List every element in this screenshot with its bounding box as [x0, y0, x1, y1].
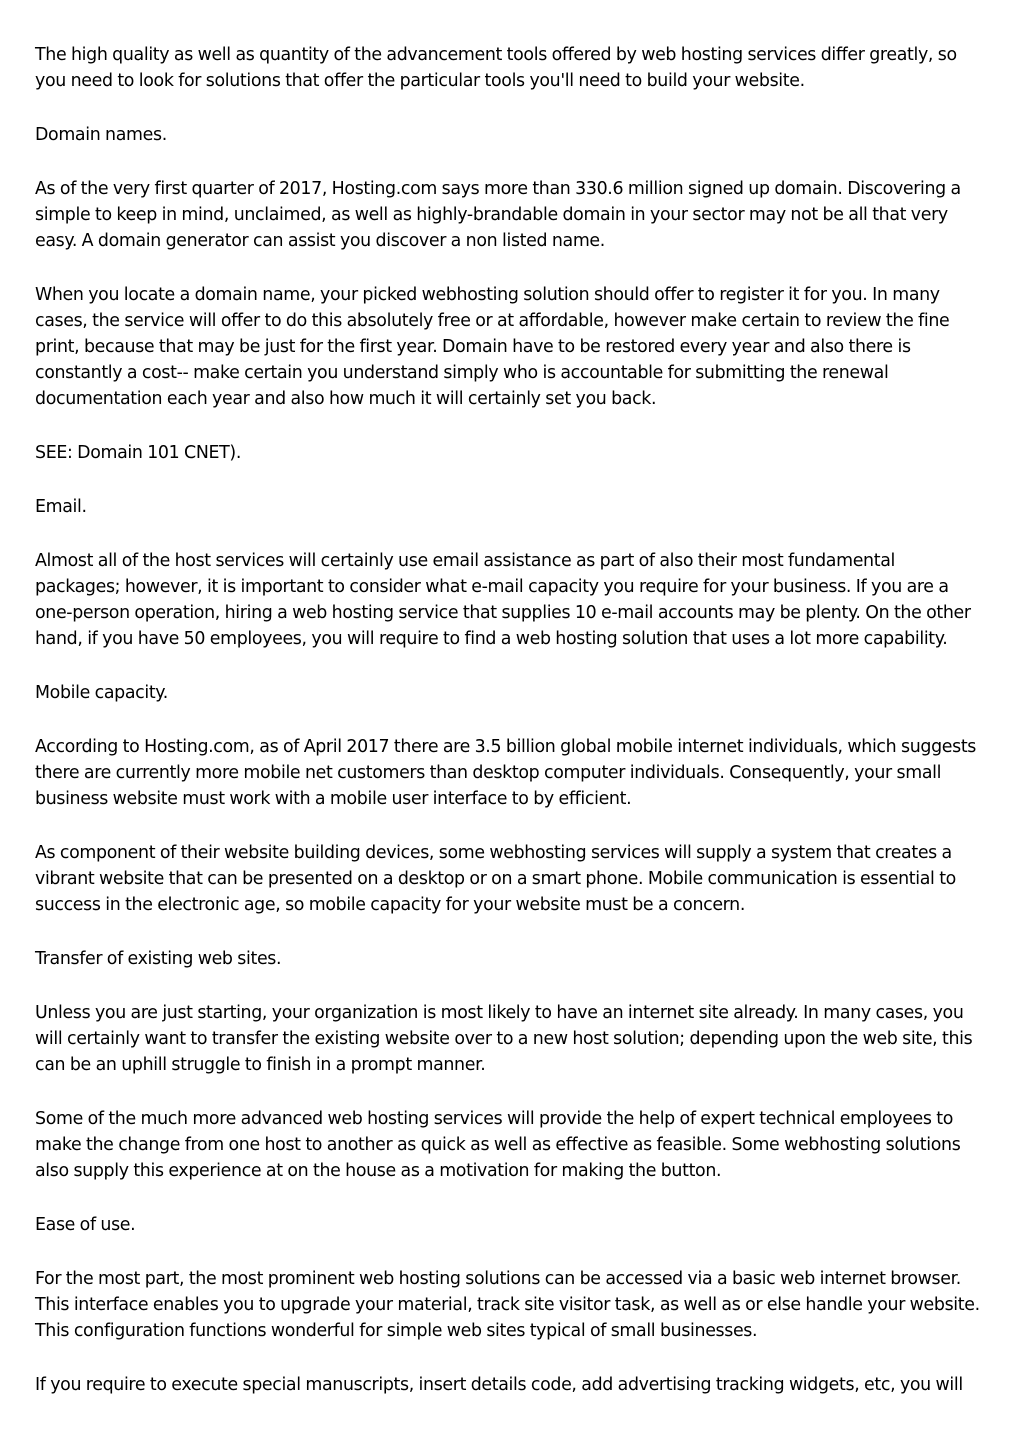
paragraph-email-capacity: Almost all of the host services will certainly use email assistance as part of also their most fundamental packages; however, it is important to consider what e-mail capacity you require for your business. If you are a one-person operation, hiring a web hosting service that supplies 10 e-mail accounts may be plenty. On the other hand, if you have 50 employees, you will require to find a web hosting solution that uses a lot more capability. — [35, 551, 971, 649]
heading-email: Email. — [35, 497, 87, 517]
heading-domain-names: Domain names. — [35, 125, 167, 145]
paragraph-domain-stats: As of the very first quarter of 2017, Hosting.com says more than 330.6 million signed up domain. Discovering a simple to keep in mind, unclaimed, as well as highly-brandable domain in your sector may not be all that very easy. A domain generator can assist you discover a non listed name. — [35, 179, 961, 251]
heading-transfer: Transfer of existing web sites. — [35, 949, 282, 969]
paragraph-transfer-existing: Unless you are just starting, your organization is most likely to have an internet site already. In many cases, you will certainly want to transfer the existing website over to a new host solution; depending upon the web site, this can be an uphill struggle to finish in a prompt manner. — [35, 1003, 973, 1075]
paragraph-mobile-stats: According to Hosting.com, as of April 2017 there are 3.5 billion global mobile internet individuals, which suggests there are currently more mobile net customers than desktop computer individuals. Consequently, your small business website must work with a mobile user interface to by efficient. — [35, 737, 976, 809]
paragraph-special-scripts: If you require to execute special manuscripts, insert details code, add advertising tracking widgets, etc, you will — [35, 1375, 963, 1395]
paragraph-ease-browser: For the most part, the most prominent web hosting solutions can be accessed via a basic web internet browser. This interface enables you to upgrade your material, track site visitor task, as well as or else handle your website. This configuration functions wonderful for simple web sites typical of small businesses. — [35, 1269, 980, 1341]
paragraph-transfer-help: Some of the much more advanced web hosting services will provide the help of expert technical employees to make the change from one host to another as quick as well as effective as feasible. Some webhosting solutions also supply this experience at on the house as a motivation for making the button. — [35, 1109, 961, 1181]
paragraph-see-reference: SEE: Domain 101 CNET). — [35, 443, 242, 463]
paragraph-domain-registration: When you locate a domain name, your picked webhosting solution should offer to register it for you. In many cases, the service will offer to do this absolutely free or at affordable, however make certain to review the fine print, because that may be just for the first year. Domain have to be restored every year and also there is constantly a cost-- make certain you understand simply who is accountable for submitting the renewal documentation each year and also how much it will certainly set you back. — [35, 285, 950, 409]
paragraph-mobile-building: As component of their website building devices, some webhosting services will supply a system that creates a vibrant website that can be presented on a desktop or on a smart phone. Mobile communication is essential to success in the electronic age, so mobile capacity for your website must be a concern. — [35, 843, 956, 915]
heading-mobile-capacity: Mobile capacity. — [35, 683, 168, 703]
paragraph-tools-intro: The high quality as well as quantity of the advancement tools offered by web hosting services differ greatly, so you need to look for solutions that offer the particular tools you'll need to build your website. — [35, 45, 957, 91]
heading-ease-of-use: Ease of use. — [35, 1215, 136, 1235]
